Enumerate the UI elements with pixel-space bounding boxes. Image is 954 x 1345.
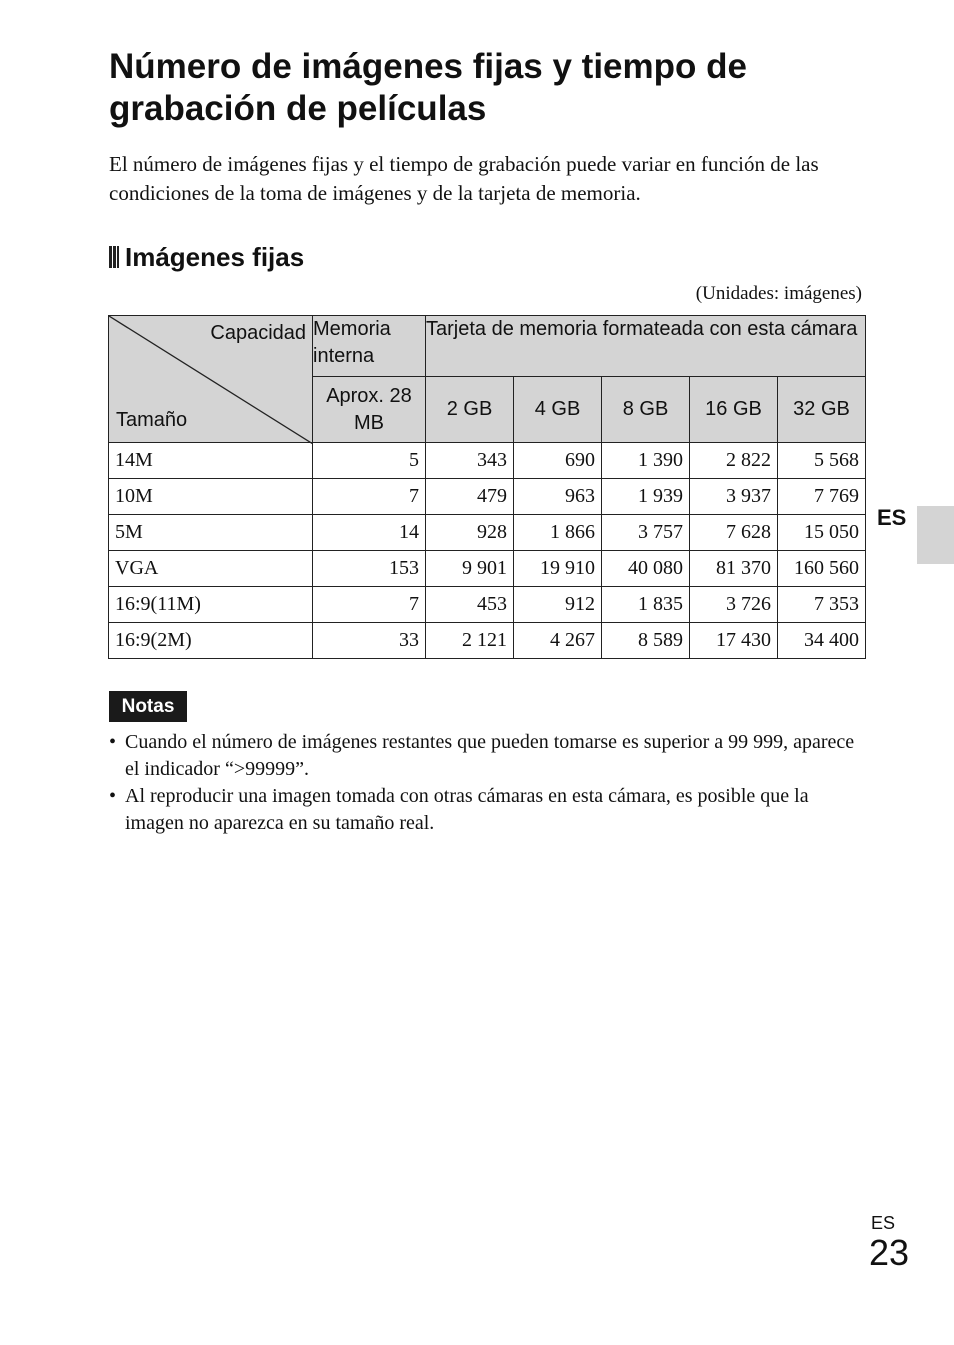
table-cell: 7	[313, 479, 426, 515]
table-cell: 7	[313, 587, 426, 623]
table-cell: 153	[313, 551, 426, 587]
header-memory-card: Tarjeta de memoria formateada con esta cámara	[426, 316, 866, 377]
note-text: Cuando el número de imágenes restantes que pueden tomarse es superior a 99 999, aparece el indicador “>99999”.	[125, 731, 855, 780]
subheader-32gb: 32 GB	[778, 377, 866, 443]
table-cell: 1 939	[602, 479, 690, 515]
table-cell: 3 937	[690, 479, 778, 515]
section-title: Imágenes fijas	[125, 242, 305, 272]
table-row	[109, 623, 866, 659]
table-row	[109, 587, 866, 623]
table-cell: 1 835	[602, 587, 690, 623]
row-label: 16:9(11M)	[109, 587, 313, 623]
bullet-icon: •	[109, 731, 117, 753]
notes-badge: Notas	[109, 691, 187, 722]
subheader-8gb: 8 GB	[602, 377, 690, 443]
subheader-2gb: 2 GB	[426, 377, 514, 443]
side-language-label: ES	[877, 505, 907, 530]
note-item	[109, 783, 869, 837]
table-cell: 8 589	[602, 623, 690, 659]
table-cell: 2 822	[690, 443, 778, 479]
table-cell: 7 769	[778, 479, 866, 515]
table-row	[109, 443, 866, 479]
units-note: (Unidades: imágenes)	[695, 283, 862, 304]
notes-list	[109, 729, 869, 837]
table-row	[109, 479, 866, 515]
row-label: 5M	[109, 515, 313, 551]
note-text: Al reproducir una imagen tomada con otras cámaras en esta cámara, es posible que la imagen no aparezca en su tamaño real.	[125, 785, 809, 834]
table-cell: 479	[426, 479, 514, 515]
row-label: 10M	[109, 479, 313, 515]
subheader-16gb: 16 GB	[690, 377, 778, 443]
table-cell: 160 560	[778, 551, 866, 587]
page-title: Número de imágenes fijas y tiempo de grabación de películas	[109, 47, 747, 128]
table-corner-header	[109, 316, 313, 443]
table-cell: 7 353	[778, 587, 866, 623]
capacity-table	[108, 315, 866, 659]
row-label: VGA	[109, 551, 313, 587]
table-cell: 34 400	[778, 623, 866, 659]
table-cell: 14	[313, 515, 426, 551]
table-cell: 453	[426, 587, 514, 623]
table-cell: 1 390	[602, 443, 690, 479]
subheader-internal-capacity: Aprox. 28 MB	[313, 377, 426, 443]
corner-size-label: Tamaño	[116, 409, 188, 431]
page-number: 23	[869, 1232, 910, 1273]
table-cell: 5	[313, 443, 426, 479]
corner-capacity-label: Capacidad	[210, 322, 306, 344]
table-cell: 7 628	[690, 515, 778, 551]
table-cell: 2 121	[426, 623, 514, 659]
table-cell: 912	[514, 587, 602, 623]
intro-paragraph: El número de imágenes fijas y el tiempo de grabación puede variar en función de las condiciones de la toma de imágenes y de la tarjeta de memoria.	[109, 152, 819, 205]
subheader-4gb: 4 GB	[514, 377, 602, 443]
table-cell: 19 910	[514, 551, 602, 587]
table-cell: 3 726	[690, 587, 778, 623]
row-label: 16:9(2M)	[109, 623, 313, 659]
section-marker-icon	[109, 246, 119, 268]
table-cell: 40 080	[602, 551, 690, 587]
row-label: 14M	[109, 443, 313, 479]
section-heading	[109, 240, 304, 274]
header-internal-memory: Memoria interna	[313, 316, 426, 377]
table-cell: 928	[426, 515, 514, 551]
table-cell: 690	[514, 443, 602, 479]
table-cell: 17 430	[690, 623, 778, 659]
bullet-icon: •	[109, 785, 117, 807]
table-row	[109, 515, 866, 551]
table-cell: 963	[514, 479, 602, 515]
footer-language: ES	[871, 1213, 896, 1233]
table-cell: 4 267	[514, 623, 602, 659]
table-cell: 15 050	[778, 515, 866, 551]
table-cell: 9 901	[426, 551, 514, 587]
table-cell: 81 370	[690, 551, 778, 587]
note-item	[109, 729, 869, 783]
table-cell: 1 866	[514, 515, 602, 551]
side-language-tab	[917, 506, 954, 564]
table-cell: 33	[313, 623, 426, 659]
table-cell: 5 568	[778, 443, 866, 479]
table-cell: 3 757	[602, 515, 690, 551]
table-cell: 343	[426, 443, 514, 479]
table-row	[109, 551, 866, 587]
